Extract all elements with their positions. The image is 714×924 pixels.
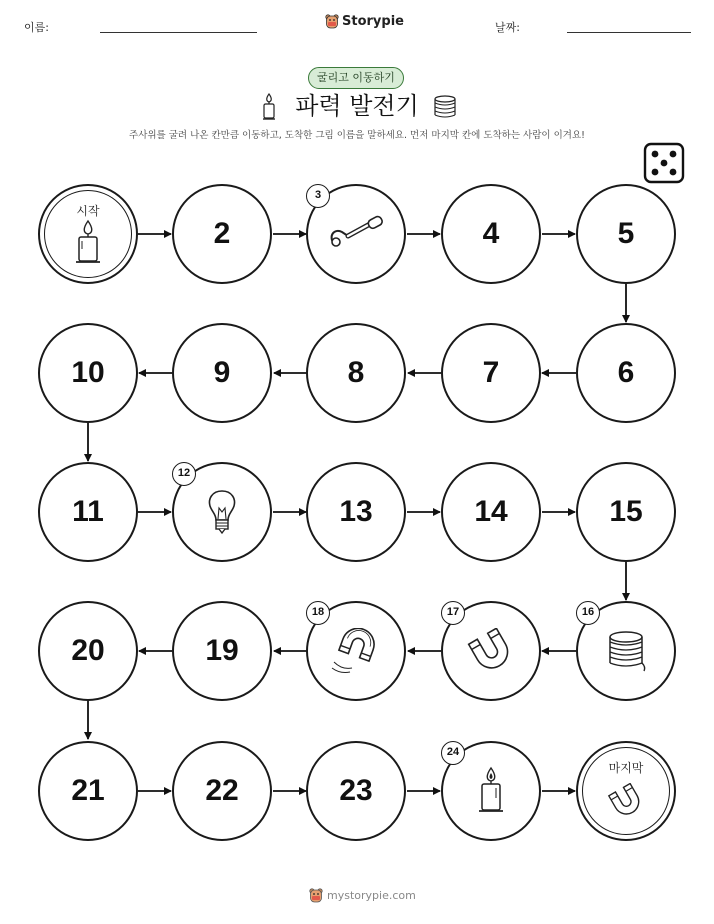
cell-number: 6: [617, 356, 635, 389]
picture-cell[interactable]: [576, 601, 676, 701]
cell-number: 9: [213, 356, 231, 389]
cell-number-badge: 16: [576, 601, 600, 625]
board-cell[interactable]: [172, 184, 272, 284]
candle-icon: [73, 219, 103, 267]
cell-number-badge: 12: [172, 462, 196, 486]
cell-number-badge: 3: [306, 184, 330, 208]
instructions: 주사위를 굴려 나온 칸만큼 이동하고, 도착한 그림 이름을 말하세요. 먼저 마지막 칸에 도착하는 사람이 이겨요!: [129, 130, 585, 141]
cell-number: 13: [339, 495, 373, 528]
picture-cell[interactable]: [172, 462, 272, 562]
start-caption: 시작: [76, 204, 100, 218]
cell-number: 2: [213, 217, 231, 250]
wire-coil-icon: [604, 629, 648, 673]
board-cell[interactable]: [576, 184, 676, 284]
board-cell[interactable]: [38, 462, 138, 562]
board-cell[interactable]: [38, 741, 138, 841]
board-cell[interactable]: [576, 323, 676, 423]
board-cell[interactable]: [576, 462, 676, 562]
picture-cell[interactable]: [306, 601, 406, 701]
cell-number: 23: [339, 774, 373, 807]
cell-number-badge: 24: [441, 741, 465, 765]
cell-number-badge: 18: [306, 601, 330, 625]
board-cell[interactable]: [172, 741, 272, 841]
cell-number: 7: [482, 356, 500, 389]
hand-crank-icon: [326, 214, 386, 254]
cell-number: 19: [205, 634, 239, 667]
footer-brand: [309, 887, 416, 903]
cell-number: 8: [347, 356, 365, 389]
board-cell[interactable]: [441, 184, 541, 284]
date-label: 날짜:: [495, 21, 520, 34]
finish-cell[interactable]: [576, 741, 676, 841]
picture-cell[interactable]: [441, 741, 541, 841]
page-title: 파력 발전기: [295, 92, 419, 120]
board-cell[interactable]: [441, 462, 541, 562]
cell-number: 11: [72, 495, 104, 528]
cell-number-badge: 17: [441, 601, 465, 625]
board-cell[interactable]: [306, 741, 406, 841]
board-cell[interactable]: [441, 323, 541, 423]
magnet-with-field-icon: [328, 628, 384, 674]
activity-tag: 굴리고 이동하기: [308, 67, 404, 89]
footer-site[interactable]: mystorypie.com: [327, 888, 416, 902]
cell-number: 15: [609, 495, 643, 528]
brand-name: Storypie: [342, 13, 404, 29]
board-cell[interactable]: [172, 323, 272, 423]
cell-number: 5: [617, 217, 635, 250]
board-cell[interactable]: [38, 601, 138, 701]
board-cell[interactable]: [306, 462, 406, 562]
cell-number: 14: [474, 495, 508, 528]
name-label: 이름:: [24, 21, 49, 34]
board-cell[interactable]: [172, 601, 272, 701]
light-bulb-icon: [205, 488, 239, 536]
cell-number: 4: [482, 217, 500, 250]
magnet-icon: [465, 628, 517, 674]
magnet-icon: [606, 783, 646, 819]
finish-caption: 마지막: [608, 761, 644, 775]
picture-cell[interactable]: [441, 601, 541, 701]
cell-number: 10: [71, 356, 105, 389]
start-cell[interactable]: [38, 184, 138, 284]
cell-number: 20: [71, 634, 105, 667]
storypie-bear-icon: [309, 887, 323, 903]
cell-number: 22: [205, 774, 239, 807]
candle-icon: [476, 766, 506, 816]
cell-number: 21: [71, 774, 105, 807]
board-cell[interactable]: [38, 323, 138, 423]
board-cell[interactable]: [306, 323, 406, 423]
picture-cell[interactable]: [306, 184, 406, 284]
